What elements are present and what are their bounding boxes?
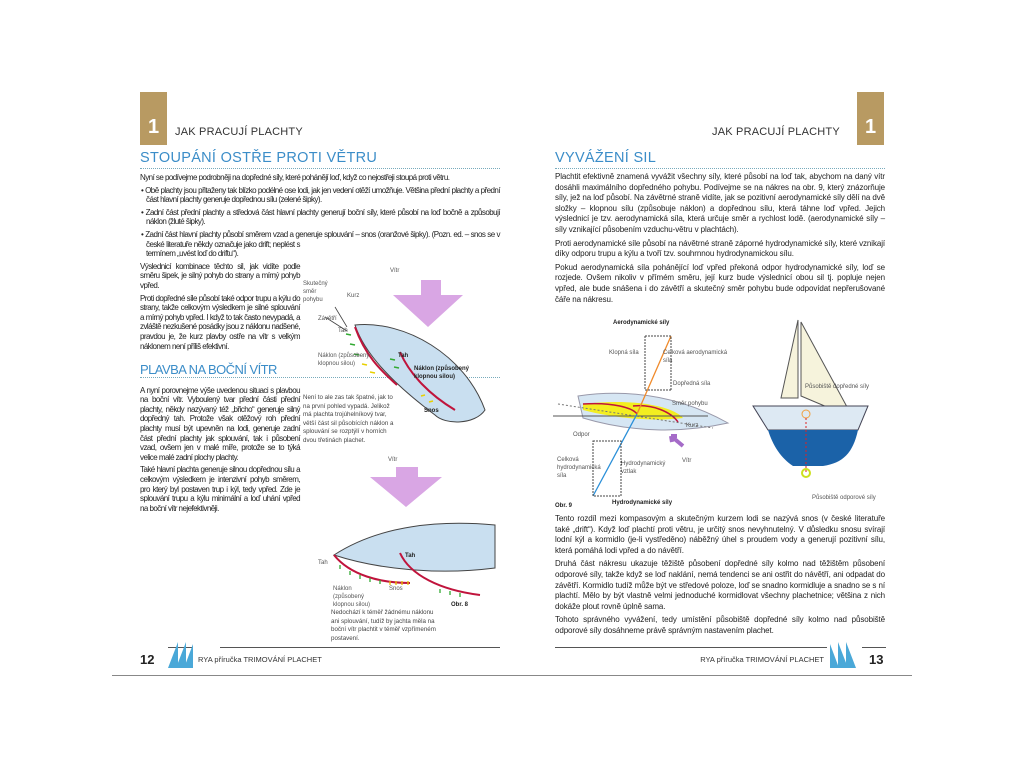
label-clr: Působiště odporové síly: [812, 495, 876, 501]
label-aero: Aerodynamické síly: [613, 320, 670, 326]
chapter-title: JAK PRACUJÍ PLACHTY: [175, 126, 303, 138]
bullet-text: Zadní část hlavní plachty působí směrem vzad a generuje splouvání – snos (oranžové šipky). (Pozn. ed. – snos se v české literatuře někdy označuje jako drift; neplést s termínem „uvést loď do driftu“).: [145, 229, 500, 259]
paragraph: Proti aerodynamické síle působí na návětrné straně záporné hydrodynamické síly, které vznikají díky odporu trupu a kýlu a tvoří tzv. souhrnnou hydrodynamickou sílu.: [555, 238, 885, 259]
mainsail: [801, 322, 853, 418]
figure-caption: Nedochází k téměř žádnému náklonu ani splouvání, tudíž by jachta měla na boční vítr plachtit v téměř vzpřímeném postavení.: [331, 609, 436, 642]
label-resistance: Odpor: [573, 432, 590, 438]
page-bottom-edge: [112, 675, 912, 676]
figure-caption: Není to ale zas tak špatné, jak to na první pohled vypadá. Jelikož má plachta trojúhelníkový tvar, větší část sil působících náklon a splouvání se rozptýlí v horních dvou třetinách plachet.: [303, 394, 394, 444]
footer-rule: [862, 647, 886, 648]
paragraph: Tento rozdíl mezi kompasovým a skutečným kurzem lodi se nazývá snos (v české literatuře také „drift“). Když loď plachtí proti větru, je určitý snos nevyhnutelný. V důsledku snosu svírají lodní kýl a kormidlo (je-li vystředěno) náběžný úhel s proudem vody a generují pozitivní sílu, která pomáhá lodi vpřed a do návětří.: [555, 514, 885, 555]
paragraph: Pokud aerodynamická síla pohánějící loď vpřed překoná odpor hydrodynamické síly, loď se rozjede. Ovšem nikoliv v přímém směru, její kurz bude výslednicí obou sil tj. popluje nejen vpřed, ale bude snášena i do závětří a skutečný směr pohybu bude odpovídat nepřerušované čáře na nákresu.: [555, 262, 885, 304]
chapter-number: 1: [147, 116, 160, 138]
label-hydro: Hydrodynamické síly: [612, 500, 673, 506]
label-pull: Tah: [405, 553, 416, 559]
footer-title: RYA příručka TRIMOVÁNÍ PLACHET: [700, 655, 824, 664]
hull: [334, 523, 495, 571]
paragraph: Proti dopředné síle působí také odpor trupu a kýlu do strany, takže celkovým výsledkem je silné splouvání a mírný pohyb vpřed. I když to tak často nevypadá, a zvláště nezkušené posádky jsou z náklonu nadšené, pravdou je, že kurz plavby ostře na vítr s velkým náklonem není příliš efektivní.: [140, 293, 300, 351]
hydro-force-arrow: [593, 414, 637, 496]
wind-arrow: [671, 436, 683, 446]
wind-arrow: [370, 467, 442, 507]
label-heel: Náklon (způsobený klopnou silou): [318, 353, 370, 367]
label-wind: Vítr: [390, 268, 400, 274]
bullet: • Obě plachty jsou přitaženy tak blízko podélné ose lodi, jak jen vedení otěží umožňuje. Většina přední plachty a přední část hlavní plachty generuje dopřednou sílu (zelené šipky).: [141, 185, 500, 205]
bullet-text: Zadní část přední plachty a středová část hlavní plachty generují boční síly, které působí na loď bočně a způsobují náklon (žluté šipky).: [145, 207, 500, 227]
bullet: • Zadní část přední plachty a středová část hlavní plachty generují boční síly, které působí na loď bočně a způsobují náklon (žluté šipky).: [141, 207, 500, 227]
bullet-text: Obě plachty jsou přitaženy tak blízko podélné ose lodi, jak jen vedení otěží umožňuje. Většina přední plachty a přední část hlavní plachty generuje dopřednou sílu (zelené šipky).: [145, 185, 500, 205]
label-drift: Snos: [424, 408, 439, 414]
chapter-tab: [140, 92, 167, 145]
yacht-hull: [753, 406, 868, 430]
label-wind: Vítr: [388, 457, 398, 463]
chapter-title: JAK PRACUJÍ PLACHTY: [712, 126, 840, 138]
section-heading: STOUPÁNÍ OSTŘE PROTI VĚTRU: [140, 150, 500, 169]
page-number: 12: [140, 652, 155, 667]
paragraph: Plachtit efektivně znamená vyvážit všechny síly, které působí na loď tak, abychom na daný vítr dosáhli maximálního dopředného pohybu. Podívejme se na nákres na obr. 9, který znázorňuje síly, jež na loď působí. Na závětrné straně vidíte, jak se pozitivní aerodynamické síly dělí na dvě složky – klopnou sílu (způsobuje náklon) a dopřednou sílu, která táhne loď vpřed. Jejich výslednicí je tzv. aerodynamická síla, která určuje směr a rychlost lodě. (aerodynamické síly – síly vznikající působením vzduchu-větru v plachtách).: [555, 172, 885, 234]
footer-rule: [555, 647, 827, 648]
label-drift: Snos: [389, 586, 403, 592]
label-pull: Tah: [338, 328, 348, 334]
chapter-number: 1: [864, 116, 877, 138]
section-heading: VYVÁŽENÍ SIL: [555, 150, 885, 169]
label-heel: Náklon (způsobený klopnou silou): [333, 586, 371, 608]
figure-label: Obr. 8: [451, 602, 469, 608]
label-coe: Působiště dopředné síly: [805, 384, 870, 390]
figure-label: Obr. 9: [555, 503, 573, 509]
label-course: Kurz: [347, 293, 360, 299]
rya-logo-icon: [829, 640, 857, 668]
right-text-bottom: [555, 514, 885, 640]
label-course: Kurz: [686, 423, 699, 429]
right-text-top: [555, 172, 885, 308]
label-total-aero: Celková aerodynamická síla: [663, 350, 728, 364]
rya-logo-icon: [166, 640, 194, 668]
label-heeling: Klopná síla: [609, 350, 639, 356]
label-wind: Vítr: [682, 458, 692, 464]
beam-reach-diagram: [320, 465, 500, 605]
paragraph: Nyní se podívejme podrobněji na dopředné síly, které pohánějí loď, když co nejostřeji stoupá proti větru.: [140, 173, 450, 182]
section-heading: PLAVBA NA BOČNÍ VÍTR: [140, 365, 500, 378]
paragraph: Také hlavní plachta generuje silnou dopřednou sílu a celkovým výsledkem je intenzivní pohyb směrem, pro který byl postaven trup i kýl, tedy vpřed. Zde je splouvání trupu a kýlu minimální a loď uhání vpřed na boční vítr nejefektivněji.: [140, 465, 300, 513]
paragraph: Druhá část nákresu ukazuje těžiště působení dopředné síly kolmo nad těžištěm působení odporové síly, takže když se loď naklání, nemá tendenci se ani ostřit do návětří, ani odpadat do závětří. Kormidlo tudíž může být ve středové poloze, loď se snadno kormidluje a snadno se s ní plachtí. Mělo by být vlastně velmi jednoduché kormidlovat všechny plachetnice; většina z nich dokáže plout rovně úplně sama.: [555, 559, 885, 611]
footer-title: RYA příručka TRIMOVÁNÍ PLACHET: [198, 655, 322, 664]
page-number: 13: [869, 652, 884, 667]
label-pull: Tah: [318, 560, 328, 566]
label-total-hydro: Celková hydrodynamická síla: [557, 457, 601, 479]
label-motion: Směr pohybu: [672, 401, 708, 407]
jib-sail: [781, 320, 798, 398]
label-heel: Náklon (způsobený klopnou silou): [414, 366, 470, 380]
paragraph: Tohoto správného vyvážení, tedy umístění působiště dopředné síly kolmo nad působiště odporové síly dosáhneme právě správným nastavením plachet.: [555, 615, 885, 635]
footer-rule: [220, 647, 500, 648]
keel: [768, 430, 858, 466]
label-leeway: Závětří: [318, 316, 337, 322]
bullet: • Zadní část hlavní plachty působí směrem vzad a generuje splouvání – snos (oranžové šipky). (Pozn. ed. – snos se v české literatuře někdy označuje jako drift; neplést s termínem „uvést loď do driftu“).: [141, 229, 500, 259]
paragraph: Výslednicí kombinace těchto sil, jak vidíte podle směru šipek, je silný pohyb do strany a mírný pohyb vpřed.: [140, 261, 300, 290]
label-true-course: Skutečný směr pohybu: [303, 281, 328, 303]
wind-arrow: [393, 280, 463, 327]
label-forward: Dopředná síla: [673, 381, 711, 387]
label-pull: Tah: [398, 353, 409, 359]
chapter-tab: [857, 92, 884, 145]
paragraph: A nyní porovnejme výše uvedenou situaci s plavbou na boční vítr. Vyboulený tvar přední části přední plachty, někdy nazývaný též „břicho“ generuje silný dopředný tah. Protože však otěžový roh přední plachty musí být upevněn na lodi, generuje zadní část přední plachty jak splouvání, tak i působení vzad, ovšem jen v malé míře, protože se to týká velice malé zadní plochy plachty.: [140, 385, 300, 462]
label-lift: Hydrodynamický vztlak: [621, 461, 666, 475]
force-balance-diagram: [553, 318, 893, 514]
